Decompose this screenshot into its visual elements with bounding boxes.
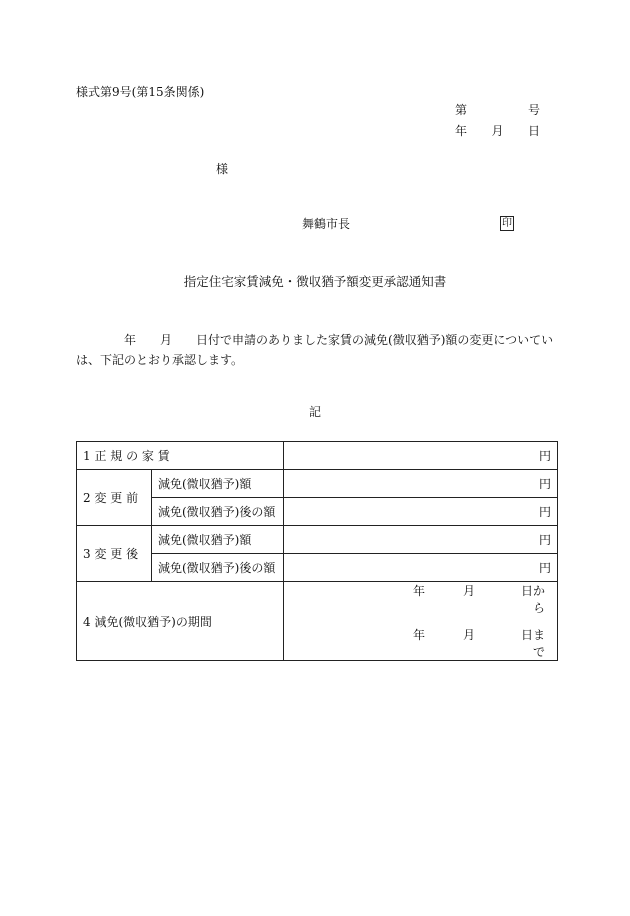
document-date-line: [455, 125, 540, 137]
table-row-after-1: [77, 526, 558, 554]
details-table: [76, 441, 558, 661]
period-cell[interactable]: [284, 582, 558, 661]
sub-label-after-reduction-before: 減免(徴収猶予)後の額: [152, 498, 284, 526]
table-row-regular-rent: [77, 442, 558, 470]
amount-regular-rent[interactable]: 円: [284, 442, 558, 470]
document-number-line: [455, 104, 540, 116]
period-end-day: 日まで: [520, 628, 545, 659]
period-start-day: 日から: [520, 584, 545, 615]
sub-label-reduction-after: 減免(微収猶予)額: [152, 526, 284, 554]
label-period: 4 減免(微収猶予)の期間: [77, 582, 284, 661]
period-start-month: 月: [463, 584, 476, 598]
table-row-period: [77, 582, 558, 661]
addressee-honorific: 様: [216, 162, 229, 176]
amount-reduction-after[interactable]: 円: [284, 526, 558, 554]
body-year: 年: [124, 333, 137, 347]
label-before-change: 2 変 更 前: [77, 470, 152, 526]
sub-label-after-reduction-after: 減免(徴収猶予)後の額: [152, 554, 284, 582]
date-day: 日: [527, 124, 540, 138]
period-end-month: 月: [463, 628, 476, 642]
number-dai: 第: [455, 103, 468, 117]
ki-heading: 記: [308, 405, 321, 419]
period-start-year: 年: [413, 584, 426, 598]
body-text-line1: 日付で申請のありました家賃の減免(徴収猶予)額の変更についてい: [196, 333, 554, 347]
body-paragraph: [76, 330, 556, 370]
amount-reduction-before[interactable]: 円: [284, 470, 558, 498]
date-month: 月: [491, 124, 504, 138]
date-year: 年: [455, 124, 468, 138]
sub-label-reduction-before: 減免(微収猶予)額: [152, 470, 284, 498]
issuer-name: 舞鶴市長: [302, 217, 351, 231]
number-go: 号: [527, 103, 540, 117]
body-text-line2: は、下記のとおり承認します。: [76, 353, 244, 367]
amount-after-reduction-after[interactable]: 円: [284, 554, 558, 582]
label-after-change: 3 変 更 後: [77, 526, 152, 582]
table-row-before-1: [77, 470, 558, 498]
body-month: 月: [160, 333, 173, 347]
label-regular-rent: 1 正 規 の 家 賃: [77, 442, 284, 470]
period-end-year: 年: [413, 628, 426, 642]
document-title: 指定住宅家賃減免・徴収猶予額変更承認通知書: [183, 274, 447, 289]
form-number: 様式第9号(第15条関係): [76, 85, 205, 99]
seal-mark: 印: [502, 218, 512, 229]
amount-after-reduction-before[interactable]: 円: [284, 498, 558, 526]
